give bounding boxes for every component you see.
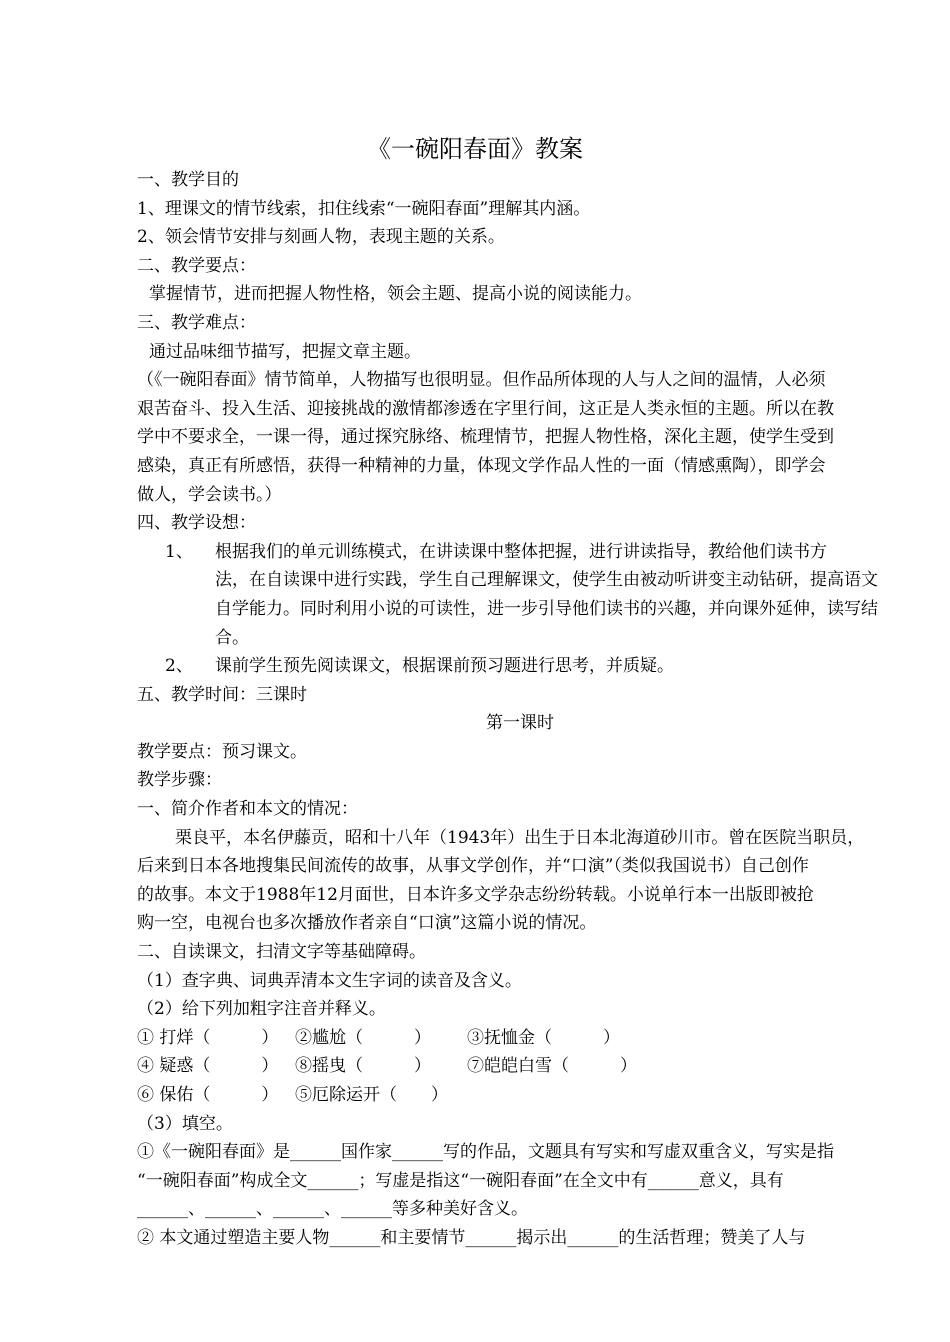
vocab-item: ④ 疑惑（ ）: [137, 1056, 279, 1077]
document-title: 《一碗阳春面》教案: [367, 135, 583, 163]
vocab-item: ⑥ 保佑（ ）: [137, 1085, 279, 1105]
design-item-2: [137, 652, 903, 681]
paragraph-line: 购一空，电视台也多次播放作者亲自“口演”这篇小说的情况。: [137, 913, 597, 934]
vocab-item: ③抚恤金（ ）: [467, 1027, 620, 1048]
paragraph-line: 感染，真正有所感悟，获得一种精神的力量，体现文学作品人性的一面（情感熏陶），即学会: [137, 455, 826, 476]
difficulties-text: 通过品味细节描写，把握文章主题。: [149, 341, 421, 362]
paragraph-line: 艰苦奋斗、投入生活、迎接挑战的激情都渗透在字里行间，这正是人类永恒的主题。所以在教: [137, 398, 834, 419]
paragraph-line: 做人，学会读书。）: [137, 484, 282, 505]
section-heading-time: 五、教学时间：三课时: [137, 684, 307, 705]
sub-step-3: （3）填空。: [137, 1113, 233, 1134]
lesson-key-point: 教学要点：预习课文。: [137, 741, 307, 762]
paragraph-line: 自学能力。同时利用小说的可读性，进一步引导他们读书的兴趣，并向课外延伸，读写结: [215, 598, 878, 619]
vocab-item: ②尴尬（ ）: [295, 1027, 431, 1048]
document-body: [137, 166, 903, 1253]
step-2-heading: 二、自读课文，扫清文字等基础障碍。: [137, 942, 426, 963]
paragraph-line: 学中不要求全，一课一得，通过探究脉络、梳理情节，把握人物性格，深化主题，使学生受到: [137, 427, 834, 448]
section-heading-objectives: 一、教学目的: [137, 170, 239, 190]
section-heading-design: 四、教学设想：: [137, 513, 256, 534]
paragraph-line: 栗良平，本名伊藤贡，昭和十八年（1943年）出生于日本北海道砂川市。曾在医院当职员，: [175, 827, 865, 848]
vocab-item: ⑦皑皑白雪（ ）: [467, 1056, 637, 1077]
paragraph-line: ② 本文通过塑造主要人物______和主要情节______揭示出______的生活哲理；赞美了人与: [137, 1227, 806, 1248]
lesson-heading: 第一课时: [486, 713, 554, 734]
item-number: 2、: [165, 656, 193, 677]
teaching-note-paragraph: [137, 366, 903, 509]
vocab-row: [137, 1081, 903, 1110]
paragraph-line: ______、______、______、______等多种美好含义。: [137, 1199, 528, 1220]
paragraph-line: “一碗阳春面”构成全文______；写虚是指这“一碗阳春面”在全文中有______意义，具有: [137, 1170, 784, 1191]
design-item-1: [137, 538, 903, 652]
vocab-item: ① 打烊（ ）: [137, 1027, 279, 1048]
vocab-item: ⑤厄除运开（ ）: [295, 1085, 448, 1105]
paragraph-line: 的故事。本文于1988年12月面世，日本许多文学杂志纷纷转载。小说单行本一出版即被抢: [137, 884, 814, 905]
author-paragraph: [137, 824, 903, 938]
paragraph-line: 合。: [215, 627, 249, 648]
item-number: 1、: [165, 541, 193, 562]
paragraph-line: 法，在自读课中进行实践，学生自己理解课文，使学生由被动听讲变主动钻研，提高语文: [215, 570, 878, 591]
section-heading-key-points: 二、教学要点：: [137, 255, 256, 276]
paragraph-line: （《一碗阳春面》情节简单，人物描写也很明显。但作品所体现的人与人之间的温情，人必须: [137, 370, 826, 391]
step-1-heading: 一、简介作者和本文的情况：: [137, 799, 358, 820]
lesson-steps-heading: 教学步骤：: [137, 770, 222, 791]
sub-step-1: （1）查字典、词典弄清本文生字词的读音及含义。: [137, 970, 522, 991]
objective-item-2: 2、领会情节安排与刻画人物，表现主题的关系。: [137, 227, 505, 248]
paragraph-line: 课前学生预先阅读课文，根据课前预习题进行思考，并质疑。: [215, 656, 674, 677]
section-heading-difficulties: 三、教学难点：: [137, 312, 256, 333]
fill-in-paragraph: [137, 1138, 903, 1252]
paragraph-line: 根据我们的单元训练模式，在讲读课中整体把握，进行讲读指导，教给他们读书方: [215, 541, 827, 562]
paragraph-line: 后来到日本各地搜集民间流传的故事，从事文学创作，并“口演”（类似我国说书）自己创作: [137, 856, 809, 877]
key-points-text: 掌握情节，进而把握人物性格，领会主题、提高小说的阅读能力。: [149, 284, 642, 305]
vocab-item: ⑧摇曳（ ）: [295, 1056, 431, 1077]
objective-item-1: 1、理课文的情节线索，扣住线索“一碗阳春面”理解其内涵。: [137, 198, 591, 219]
vocab-row: [137, 1024, 903, 1053]
vocab-row: [137, 1052, 903, 1081]
sub-step-2: （2）给下列加粗字注音并释义。: [137, 999, 386, 1020]
paragraph-line: ①《一碗阳春面》是______国作家______写的作品，文题具有写实和写虚双重含义，写实是指: [137, 1142, 834, 1163]
